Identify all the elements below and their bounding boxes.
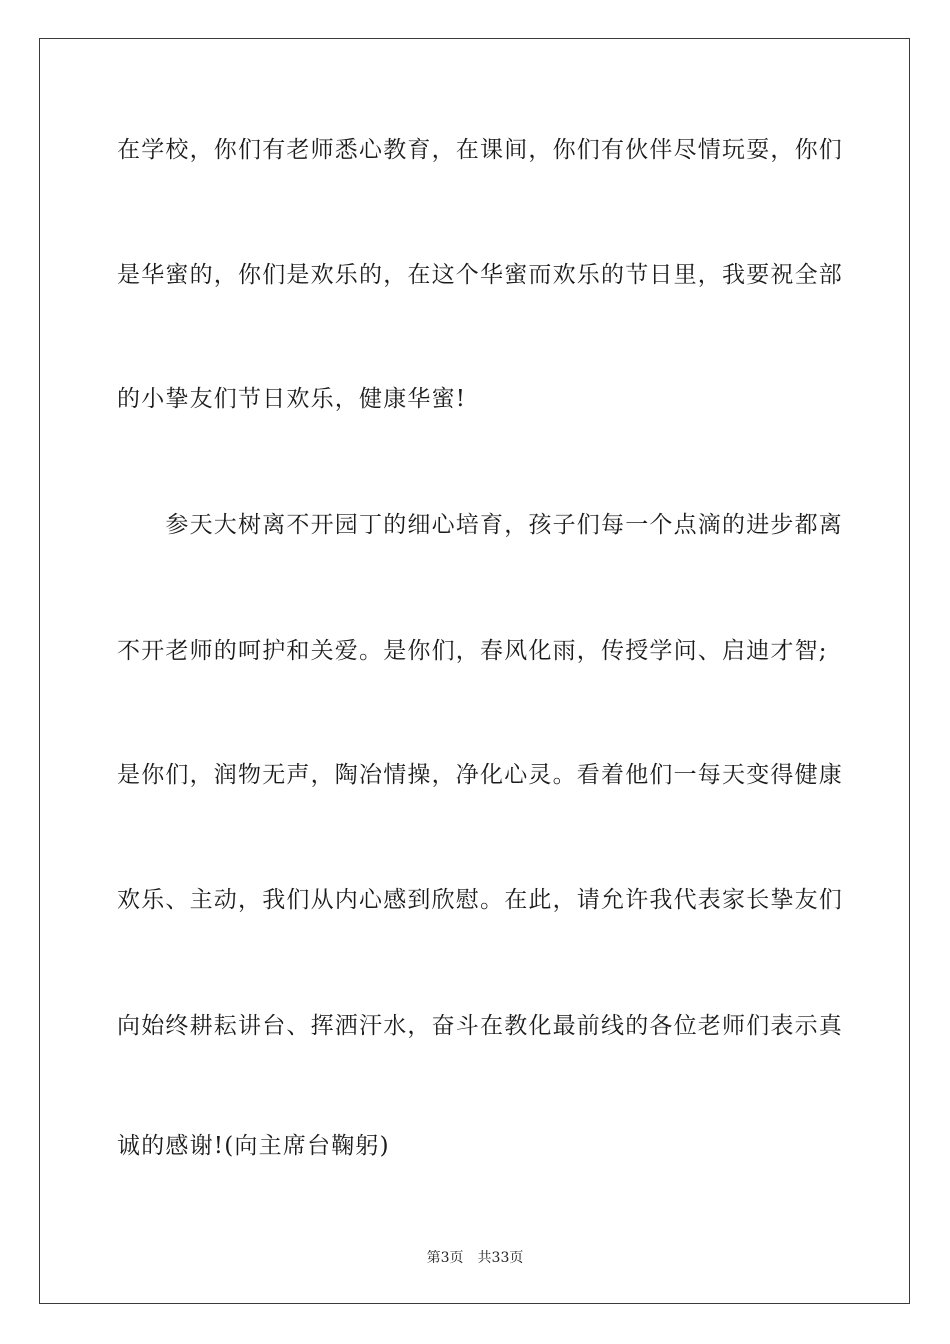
body-text-line: 欢乐、主动，我们从内心感到欣慰。在此，请允许我代表家长挚友们: [117, 887, 843, 913]
body-text-line: 参天大树离不开园丁的细心培育，孩子们每一个点滴的进步都离: [117, 512, 843, 538]
page-footer: [0, 1249, 950, 1267]
page-border: [39, 38, 910, 1304]
body-text-line: 向始终耕耘讲台、挥洒汗水，奋斗在教化最前线的各位老师们表示真: [117, 1013, 843, 1039]
body-text-line: 不开老师的呵护和关爱。是你们，春风化雨，传授学问、启迪才智;: [117, 638, 828, 664]
body-text-line: 是华蜜的，你们是欢乐的，在这个华蜜而欢乐的节日里，我要祝全部: [117, 262, 843, 288]
body-text-line: 在学校，你们有老师悉心教育，在课间，你们有伙伴尽情玩耍，你们: [117, 137, 843, 163]
body-text-line: 的小挚友们节日欢乐，健康华蜜!: [117, 386, 467, 412]
body-text-line: 是你们，润物无声，陶冶情操，净化心灵。看着他们一每天变得健康: [117, 762, 843, 788]
body-text-line: 诚的感谢!(向主席台鞠躬): [117, 1133, 390, 1159]
page-number: 第3页: [426, 1250, 464, 1266]
page-total: 共33页: [477, 1250, 524, 1266]
